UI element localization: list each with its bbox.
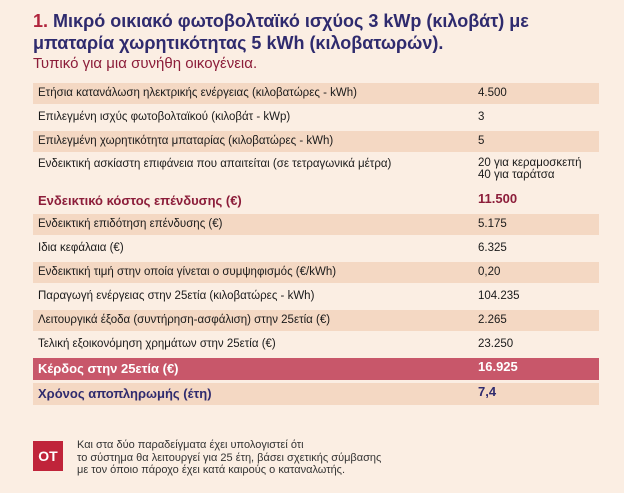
row-value: 20 για κεραμοσκεπή 40 για ταράτσα: [478, 157, 582, 181]
title-text: Μικρό οικιακό φωτοβολταϊκό ισχύος 3 kWp (κιλοβάτ) με μπαταρία χωρητικότητας 5 kWh (κιλοβατωρών).: [33, 11, 529, 53]
table-row-payback: [33, 383, 599, 405]
row-label: Τελική εξοικονόμηση χρημάτων στην 25ετία (€): [38, 338, 276, 350]
row-value: 0,20: [478, 266, 501, 278]
table-row-pv-power: [33, 107, 599, 128]
table-row-final-savings: [33, 334, 599, 355]
table-row-required-area: [33, 155, 599, 187]
row-label: Κέρδος στην 25ετία (€): [38, 361, 179, 376]
row-value: 4.500: [478, 87, 507, 99]
footer: [33, 437, 613, 481]
row-label: Ιδια κεφάλαια (€): [38, 242, 124, 254]
table-row-investment-cost: [33, 190, 599, 211]
table-row-offset-price: [33, 262, 599, 283]
row-label: Ενδεικτική επιδότηση επένδυσης (€): [38, 218, 223, 230]
row-value: 7,4: [478, 384, 497, 399]
title-number: 1.: [33, 11, 49, 31]
table-row-battery-capacity: [33, 131, 599, 152]
row-label: Επιλεγμένη ισχύς φωτοβολταϊκού (κιλοβάτ - kWp): [38, 111, 291, 123]
table-row-subsidy: [33, 214, 599, 235]
row-value: 16.925: [478, 359, 518, 374]
table-row-annual-consumption: [33, 83, 599, 104]
row-value: 6.325: [478, 242, 507, 254]
row-value: 104.235: [478, 290, 520, 302]
row-label: Χρόνος αποπληρωμής (έτη): [38, 386, 212, 401]
row-value: 23.250: [478, 338, 514, 350]
row-value: 3: [478, 111, 485, 123]
row-value: 5: [478, 135, 485, 147]
table-row-operating-costs: [33, 310, 599, 331]
row-label: Λειτουργικά έξοδα (συντήρηση-ασφάλιση) στην 25ετία (€): [38, 314, 331, 326]
row-value: 2.265: [478, 314, 507, 326]
row-label: Ενδεικτικό κόστος επένδυσης (€): [38, 193, 242, 208]
data-table: [33, 83, 599, 408]
row-value: 11.500: [478, 191, 518, 206]
page-subtitle: Τυπικό για μια συνήθη οικογένεια.: [33, 55, 258, 72]
row-label: Ετήσια κατανάλωση ηλεκτρικής ενέργειας (κιλοβατώρες - kWh): [38, 87, 357, 99]
row-label: Ενδεικτική ασκίαστη επιφάνεια που απαιτείται (σε τετραγωνικά μέτρα): [38, 158, 392, 170]
table-row-profit: [33, 358, 599, 380]
page-title: [33, 10, 613, 54]
row-label: Ενδεικτική τιμή στην οποία γίνεται ο συμψηφισμός (€/kWh): [38, 266, 337, 278]
row-label: Επιλεγμένη χωρητικότητα μπαταρίας (κιλοβατώρες - kWh): [38, 135, 334, 147]
row-value: 5.175: [478, 218, 507, 230]
footer-note: Και στα δύο παραδείγματα έχει υπολογιστεί ότι το σύστημα θα λειτουργεί για 25 έτη, βάσει σχετικής σύμβασης με τον όποιο πάροχο έχει κατά καιρούς ο καταναλωτής.: [77, 439, 382, 476]
table-row-own-funds: [33, 238, 599, 259]
ot-logo: OT: [33, 441, 63, 471]
row-label: Παραγωγή ενέργειας στην 25ετία (κιλοβατώρες - kWh): [38, 290, 315, 302]
table-row-energy-production: [33, 286, 599, 307]
